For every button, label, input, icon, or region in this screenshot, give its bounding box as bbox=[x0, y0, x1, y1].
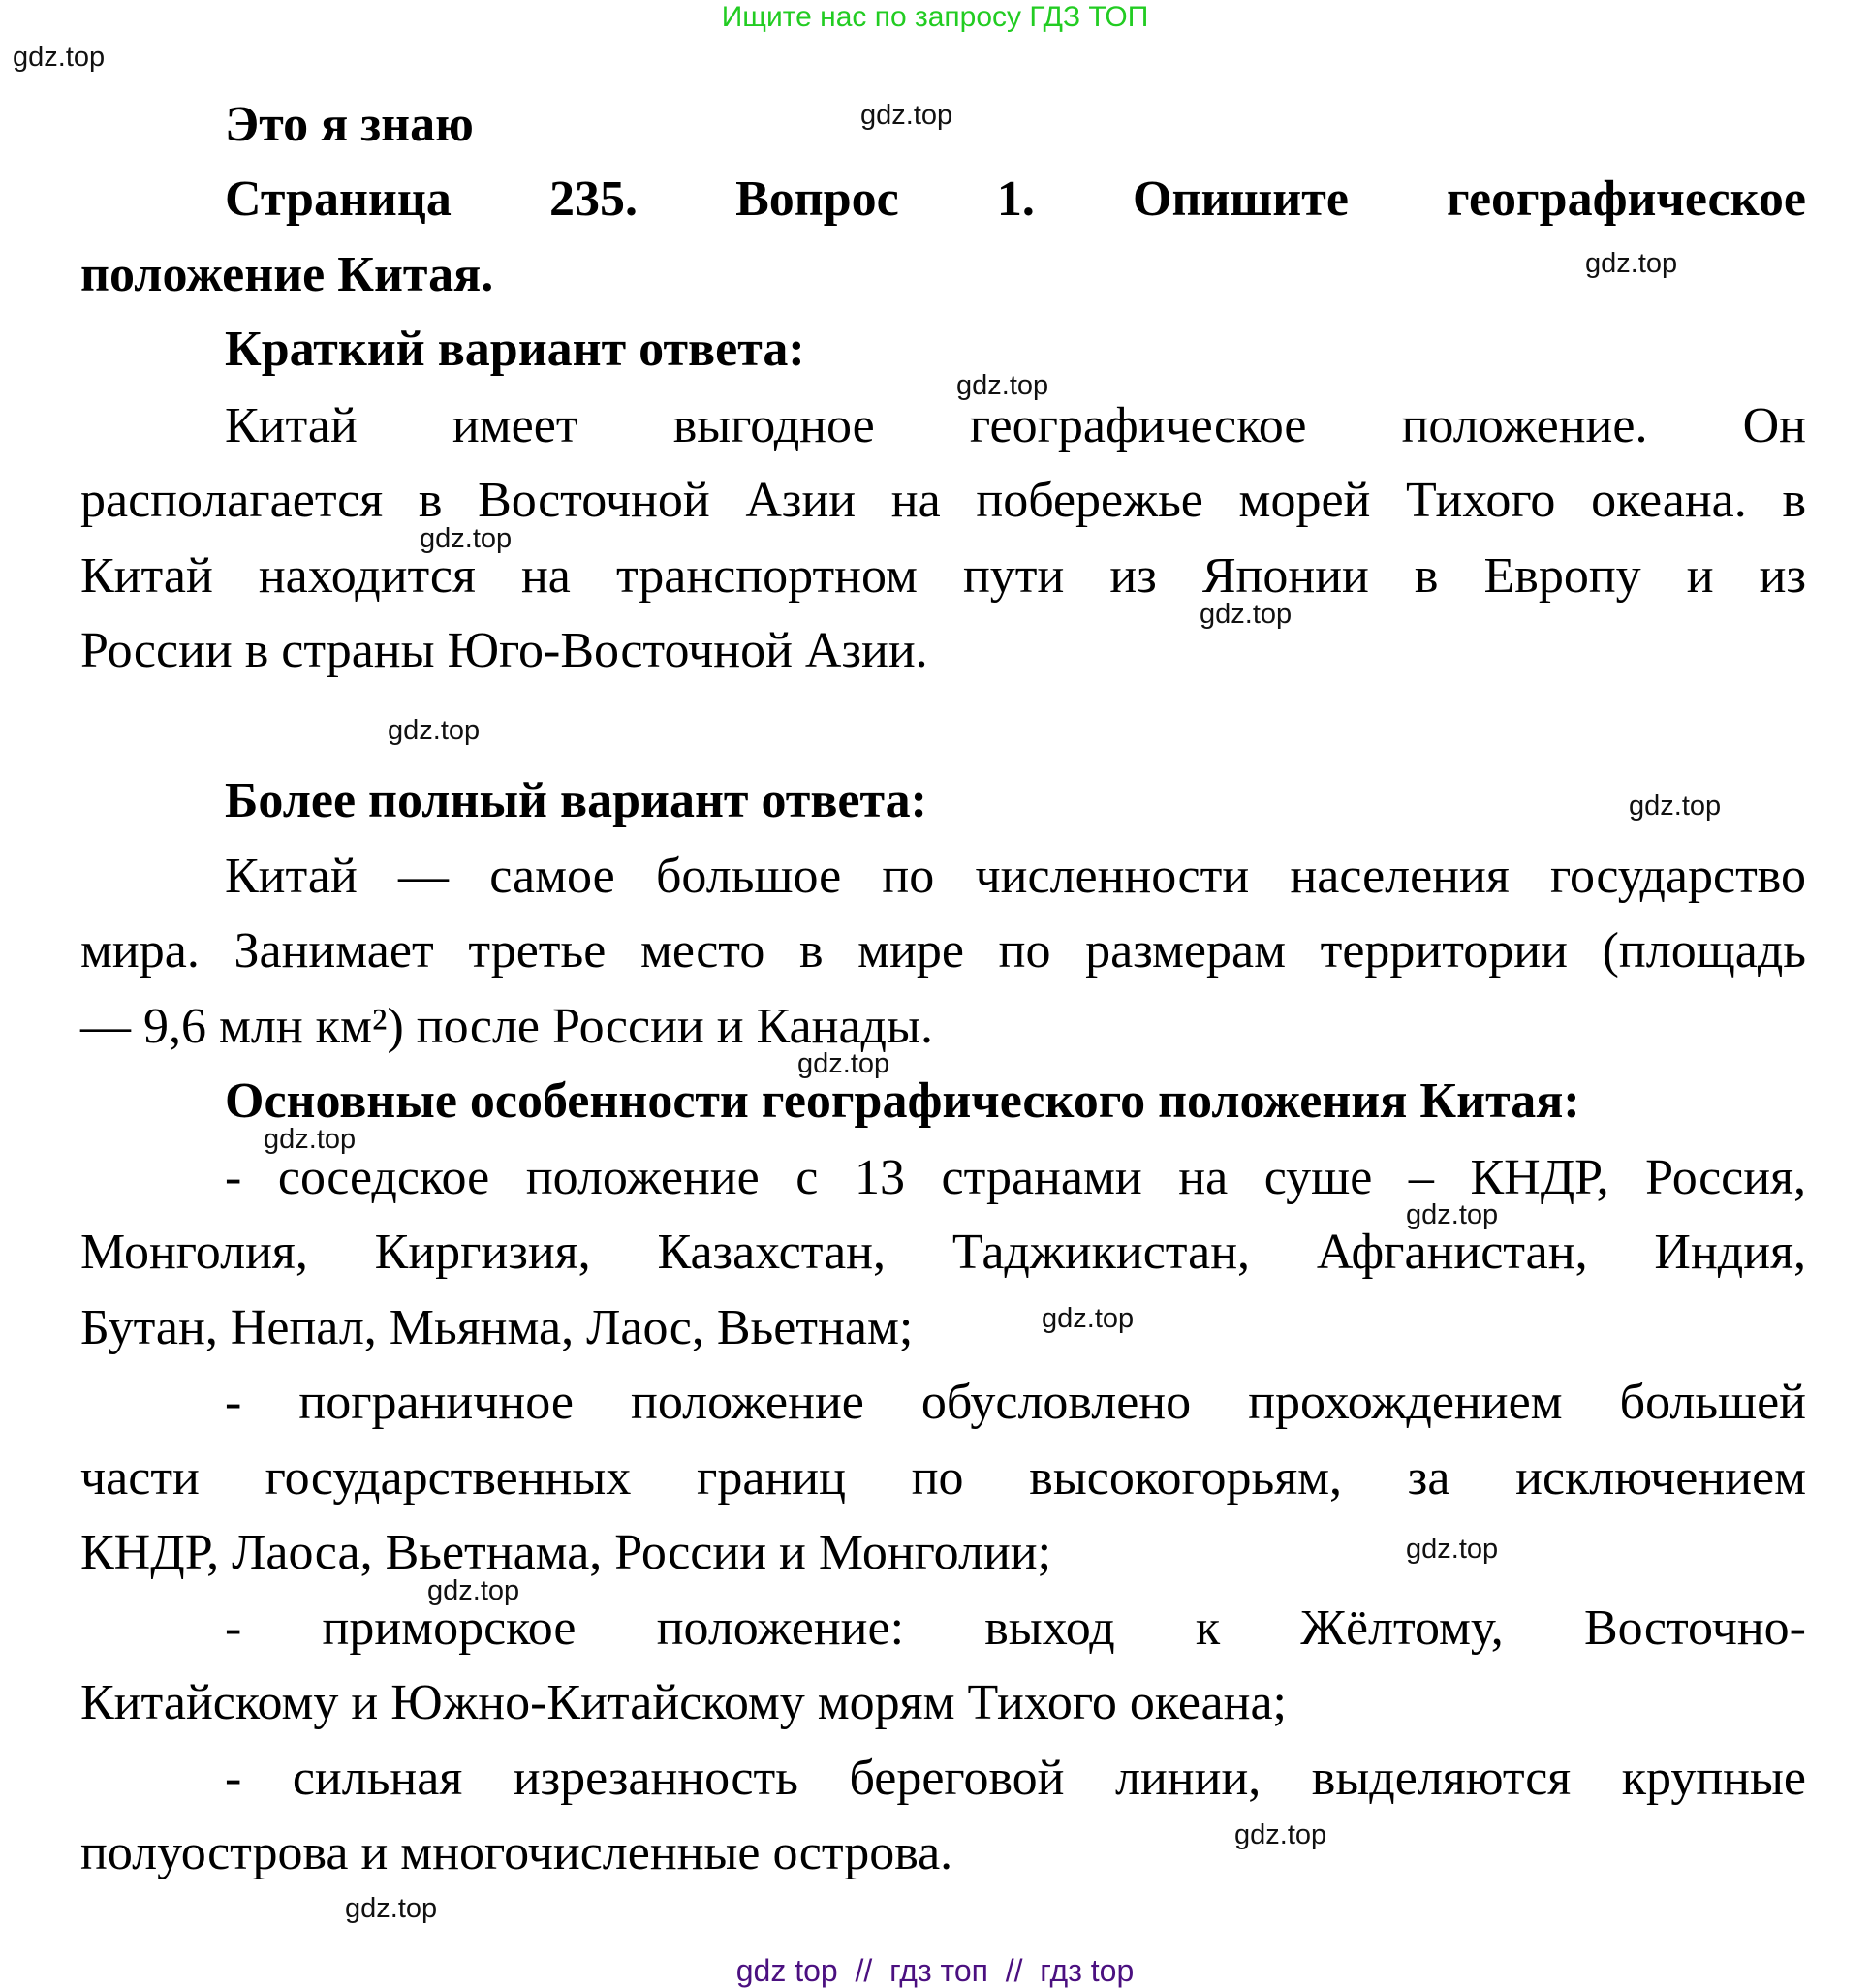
paragraph-line: Китай имеет выгодное географическое положение. Он bbox=[225, 398, 1806, 453]
list-item-line: КНДР, Лаоса, Вьетнама, России и Монголии; bbox=[80, 1525, 1052, 1580]
question-title: Страница 235. Вопрос 1. Опишите географическое bbox=[225, 171, 1806, 227]
paragraph-line: Китай находится на транспортном пути из Японии в Европу и из bbox=[80, 548, 1806, 604]
section-heading: Это я знаю bbox=[225, 97, 474, 152]
watermark: gdz.top bbox=[860, 100, 953, 131]
paragraph-line: мира. Занимает третье место в мире по размерам территории (площадь bbox=[80, 923, 1806, 978]
watermark: gdz.top bbox=[420, 523, 513, 554]
question-title-cont: положение Китая. bbox=[80, 247, 494, 302]
full-answer-heading: Более полный вариант ответа: bbox=[225, 773, 927, 828]
watermark: gdz.top bbox=[345, 1893, 438, 1924]
list-item-line: - сильная изрезанность береговой линии, выделяются крупные bbox=[225, 1751, 1806, 1806]
paragraph-line: Китай — самое большое по численности населения государство bbox=[225, 849, 1806, 904]
paragraph-line: — 9,6 млн км²) после России и Канады. bbox=[80, 999, 933, 1054]
watermark: gdz.top bbox=[388, 715, 481, 746]
list-item-line: - пограничное положение обусловлено прохождением большей bbox=[225, 1375, 1806, 1430]
list-item-line: полуострова и многочисленные острова. bbox=[80, 1825, 953, 1880]
features-heading: Основные особенности географического положения Китая: bbox=[225, 1073, 1580, 1129]
watermark: gdz.top bbox=[13, 42, 106, 73]
search-banner[interactable]: Ищите нас по запросу ГДЗ ТОП bbox=[721, 1, 1149, 33]
watermark: gdz.top bbox=[1234, 1819, 1327, 1850]
paragraph-line: располагается в Восточной Азии на побережье морей Тихого океана. в bbox=[80, 473, 1806, 528]
watermark: gdz.top bbox=[1629, 791, 1722, 822]
watermark: gdz.top bbox=[1406, 1199, 1499, 1230]
list-item-line: Бутан, Непал, Мьянма, Лаос, Вьетнам; bbox=[80, 1300, 914, 1355]
list-item-line: Китайскому и Южно-Китайскому морям Тихого океана; bbox=[80, 1675, 1287, 1730]
footer-links[interactable]: gdz top // гдз топ // гдз top bbox=[735, 1953, 1135, 1988]
short-answer-heading: Краткий вариант ответа: bbox=[225, 322, 805, 377]
watermark: gdz.top bbox=[1406, 1534, 1499, 1565]
list-item-line: Монголия, Киргизия, Казахстан, Таджикистан, Афганистан, Индия, bbox=[80, 1225, 1806, 1280]
list-item-line: части государственных границ по высокогорьям, за исключением bbox=[80, 1450, 1806, 1506]
watermark: gdz.top bbox=[797, 1048, 890, 1079]
watermark: gdz.top bbox=[264, 1124, 357, 1155]
watermark: gdz.top bbox=[1585, 248, 1678, 279]
list-item-line: - приморское положение: выход к Жёлтому, Восточно- bbox=[225, 1600, 1806, 1656]
watermark: gdz.top bbox=[427, 1575, 520, 1606]
paragraph-line: России в страны Юго-Восточной Азии. bbox=[80, 623, 928, 678]
list-item-line: - соседское положение с 13 странами на суше – КНДР, Россия, bbox=[225, 1150, 1806, 1205]
watermark: gdz.top bbox=[1200, 599, 1293, 630]
watermark: gdz.top bbox=[1042, 1303, 1135, 1334]
watermark: gdz.top bbox=[956, 370, 1049, 401]
